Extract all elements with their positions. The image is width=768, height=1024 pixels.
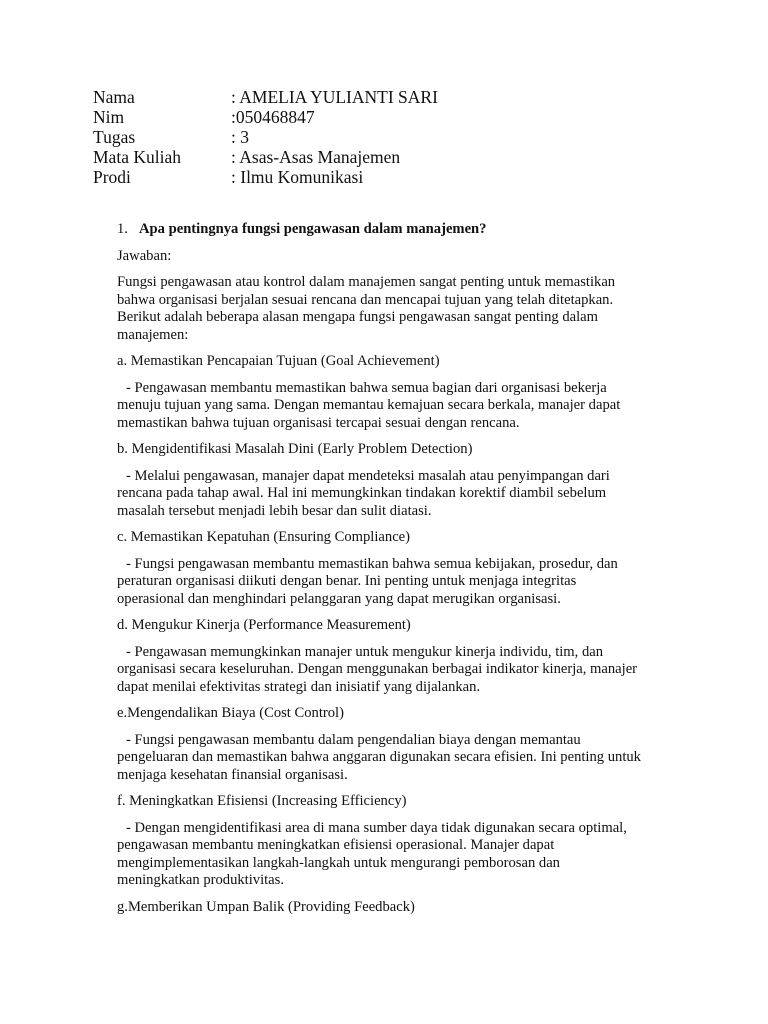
text-line: Fungsi pengawasan atau kontrol dalam manajemen sangat penting untuk memastikan [117,274,616,290]
section-heading: a. Memastikan Pencapaian Tujuan (Goal Achievement) [117,353,440,369]
info-row-nama [93,87,693,107]
section-bullet-paragraph [117,468,677,521]
text-line: - Fungsi pengawasan membantu dalam pengendalian biaya dengan memantau [126,731,581,748]
text-line: - Dengan mengidentifikasi area di mana sumber daya tidak digunakan secara optimal, [126,819,627,836]
section-heading: e.Mengendalikan Biaya (Cost Control) [117,705,344,721]
text-line: mengimplementasikan langkah-langkah untuk mengurangi pemborosan dan [117,854,560,871]
text-line: peraturan organisasi diikuti dengan benar. Ini penting untuk menjaga integritas [117,573,577,589]
section-bullet-paragraph [117,380,677,433]
text-line: meningkatkan produktivitas. [117,872,284,888]
section-heading: d. Mengukur Kinerja (Performance Measurement) [117,617,411,633]
section-bullet-paragraph [117,556,677,609]
info-value: :050468847 [231,107,315,127]
text-line: operasional dan menghindari pelanggaran yang dapat merugikan organisasi. [117,590,561,607]
intro-paragraph [117,274,677,344]
section-heading: c. Memastikan Kepatuhan (Ensuring Compliance) [117,529,411,545]
text-line: manajemen: [117,326,189,343]
question-text: Apa pentingnya fungsi pengawasan dalam manajemen? [139,221,487,237]
info-row-tugas [93,127,693,147]
text-line: - Pengawasan membantu memastikan bahwa semua bagian dari organisasi bekerja [126,379,607,396]
answer-sections [117,353,677,916]
info-row-prodi [93,167,693,187]
student-info-header [93,87,693,187]
info-label: Mata Kuliah [93,147,181,167]
info-value: : Ilmu Komunikasi [231,167,364,187]
text-line: pengeluaran dan memastikan bahwa anggaran digunakan secara efisien. Ini penting untuk [117,749,641,765]
text-line: - Fungsi pengawasan membantu memastikan bahwa semua kebijakan, prosedur, dan [126,555,618,572]
text-line: menuju tujuan yang sama. Dengan memantau kemajuan secara berkala, manajer dapat [117,397,621,413]
text-line: masalah tersebut menjadi lebih besar dan sulit diatasi. [117,502,432,519]
text-line: - Melalui pengawasan, manajer dapat mendeteksi masalah atau penyimpangan dari [126,467,610,484]
text-line: memastikan bahwa tujuan organisasi tercapai sesuai dengan rencana. [117,414,520,431]
text-line: - Pengawasan memungkinkan manajer untuk mengukur kinerja individu, tim, dan [126,643,604,660]
info-label: Nama [93,87,135,107]
question-number: 1. [117,221,128,237]
info-row-nim [93,107,693,127]
question-heading [117,221,677,239]
section-heading: b. Mengidentifikasi Masalah Dini (Early Problem Detection) [117,441,473,457]
text-line: menjaga kesehatan finansial organisasi. [117,766,348,783]
info-label: Nim [93,107,125,127]
info-value: : 3 [231,127,249,147]
text-line: dapat menilai efektivitas strategi dan inisiatif yang dijalankan. [117,678,481,695]
info-label: Prodi [93,167,131,187]
info-value: : Asas-Asas Manajemen [231,147,401,167]
text-line: Berikut adalah beberapa alasan mengapa fungsi pengawasan sangat penting dalam [117,309,599,325]
info-value: : AMELIA YULIANTI SARI [231,87,438,107]
text-line: bahwa organisasi berjalan sesuai rencana dan mencapai tujuan yang telah ditetapkan. [117,291,614,308]
text-line: rencana pada tahap awal. Hal ini memungkinkan tindakan korektif diambil sebelum [117,485,607,501]
section-bullet-paragraph [117,644,677,697]
document-body [117,221,677,925]
answer-label: Jawaban: [117,247,172,264]
text-line: organisasi secara keseluruhan. Dengan menggunakan berbagai indikator kinerja, manajer [117,661,638,677]
section-heading: f. Meningkatkan Efisiensi (Increasing Efficiency) [117,793,407,809]
section-bullet-paragraph [117,820,677,890]
section-bullet-paragraph [117,732,677,785]
info-row-mata-kuliah [93,147,693,167]
info-label: Tugas [93,127,136,147]
section-heading: g.Memberikan Umpan Balik (Providing Feedback) [117,898,415,915]
text-line: pengawasan membantu meningkatkan efisiensi operasional. Manajer dapat [117,837,555,853]
